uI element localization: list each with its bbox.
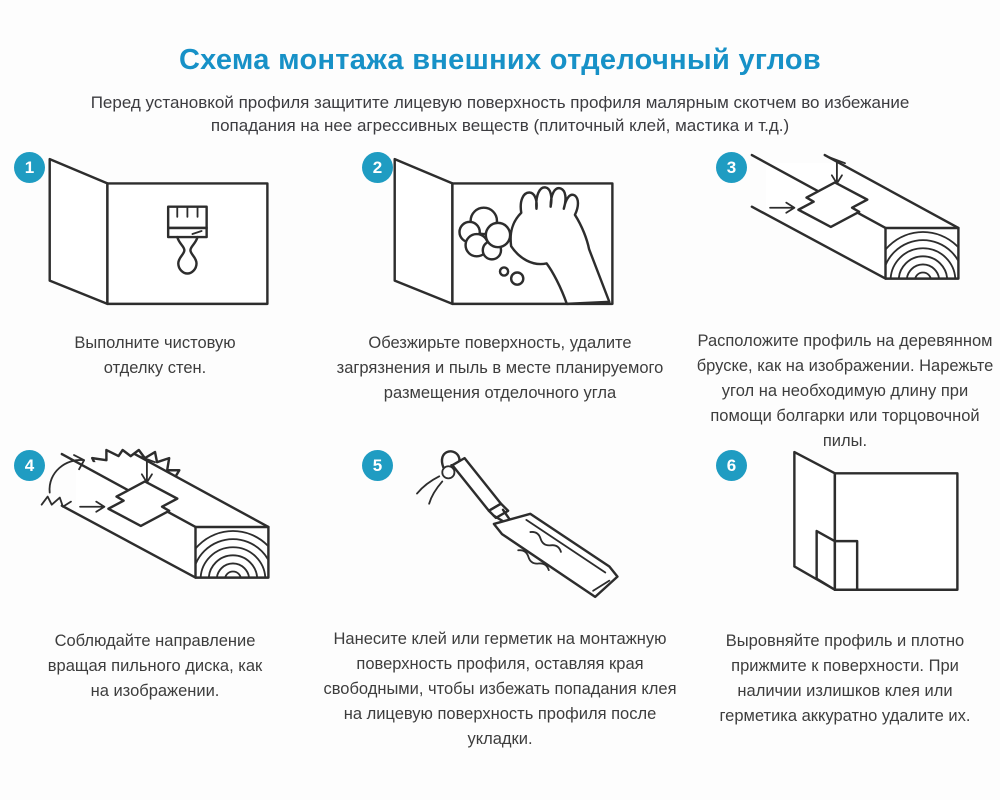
corner-walls-hand-sponge-icon xyxy=(375,150,625,312)
step-6-caption: Выровняйте профиль и плотно прижмите к поверхности. При наличии излишков клея или герметика аккуратно удалите их. xyxy=(719,632,971,725)
page-title: Схема монтажа внешних отделочный углов xyxy=(178,44,822,76)
corner-walls-paint-brush-icon xyxy=(30,150,280,312)
step-4 xyxy=(0,445,310,743)
steps-grid xyxy=(0,147,1000,748)
step-3 xyxy=(690,147,1000,450)
step-1-caption: Выполните чистовую отделку стен. xyxy=(74,334,236,377)
step-2-caption: Обезжирьте поверхность, удалите загрязнения и пыль в месте планируемого размещения отделочного угла xyxy=(336,334,664,402)
profile-on-wooden-beam-icon xyxy=(720,149,970,311)
step-2 xyxy=(310,147,690,445)
intro-note: Перед установкой профиля защитите лицевую поверхность профиля малярным скотчем во избежание попадания на нее агрессивных веществ (плиточный клей, мастика и т.д.) xyxy=(90,93,910,135)
step-3-caption: Расположите профиль на деревянном бруске, как на изображении. Нарежьте угол на необходимую длину при помощи болгарки или торцовочной пилы. xyxy=(696,332,994,450)
step-5-caption: Нанесите клей или герметик на монтажную поверхность профиля, оставляя края свободными, чтобы избежать попадания клея на лицевую поверхность профиля после укладки. xyxy=(323,630,677,748)
step-3-number-badge: 3 xyxy=(716,152,747,183)
step-5-number-badge: 5 xyxy=(362,450,393,481)
caulk-gun-glue-on-profile-icon xyxy=(375,447,625,609)
step-4-caption: Соблюдайте направление вращая пильного диска, как на изображении. xyxy=(47,632,263,700)
step-6-number-badge: 6 xyxy=(716,450,747,481)
step-1 xyxy=(0,147,310,445)
press-profile-to-corner-icon xyxy=(720,448,970,610)
step-5 xyxy=(310,445,690,748)
saw-blade-cutting-beam-icon xyxy=(30,448,280,610)
step-4-number-badge: 4 xyxy=(14,450,45,481)
step-2-number-badge: 2 xyxy=(362,152,393,183)
step-1-number-badge: 1 xyxy=(14,152,45,183)
step-6 xyxy=(690,445,1000,743)
